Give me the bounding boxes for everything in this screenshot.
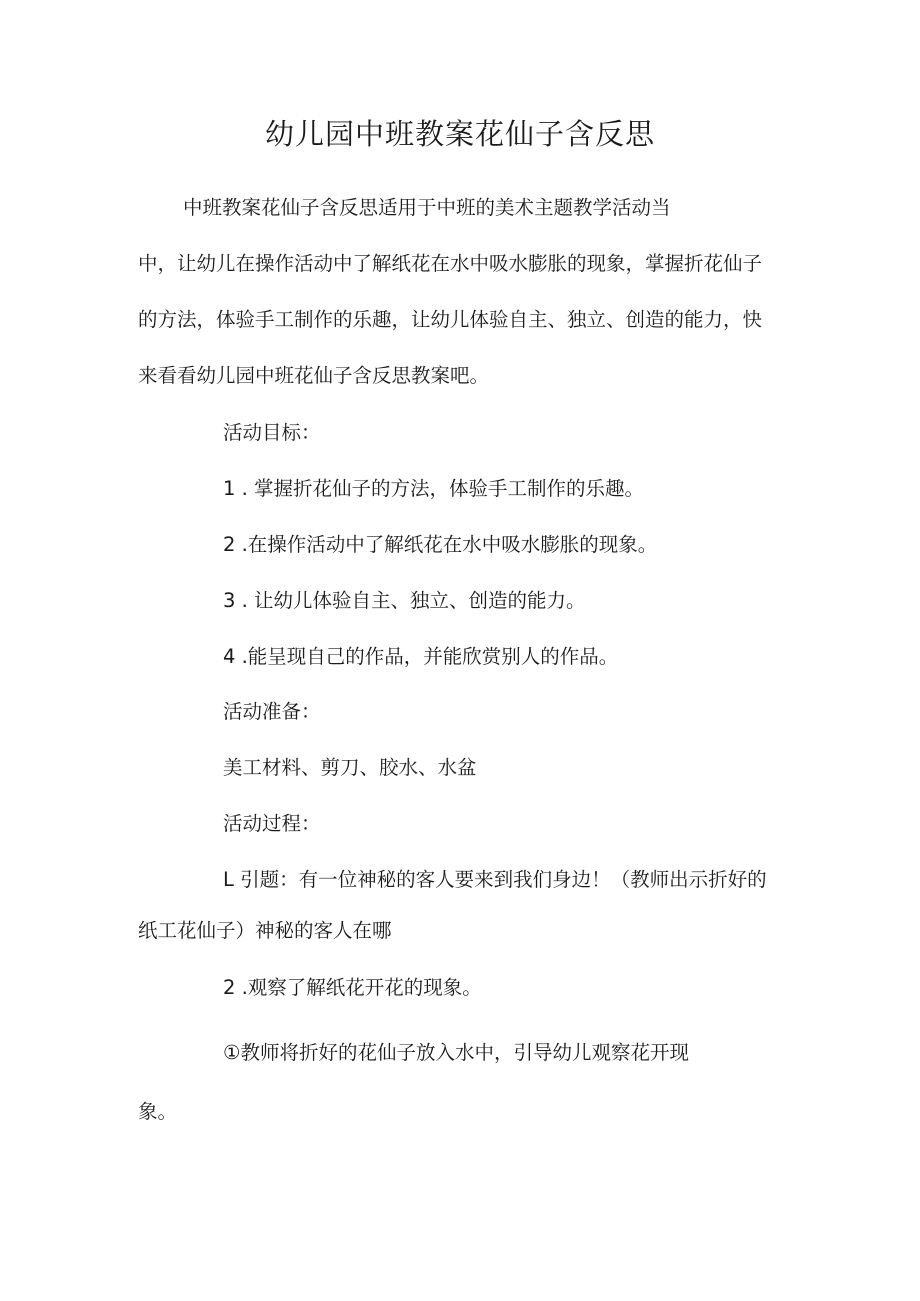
intro-line-1: 中班教案花仙子含反思适用于中班的美术主题教学活动当 bbox=[183, 196, 671, 219]
step1-line-2: 纸工花仙子）神秘的客人在哪 bbox=[138, 919, 392, 942]
goal-item-2: 2 .在操作活动中了解纸花在水中吸水膨胀的现象。 bbox=[223, 533, 658, 556]
step1-line-1: L 引题：有一位神秘的客人要来到我们身边！（教师出示折好的 bbox=[223, 868, 767, 891]
step2-detail-line-1: ①教师将折好的花仙子放入水中，引导幼儿观察花开现 bbox=[223, 1041, 689, 1064]
intro-line-3: 的方法，体验手工制作的乐趣，让幼儿体验自主、独立、创造的能力，快 bbox=[138, 308, 763, 331]
intro-line-4: 来看看幼儿园中班花仙子含反思教案吧。 bbox=[138, 364, 490, 387]
prep-text: 美工材料、剪刀、胶水、水盆 bbox=[223, 756, 477, 779]
document-title: 幼儿园中班教案花仙子含反思 bbox=[264, 117, 655, 151]
goal-item-4: 4 .能呈现自己的作品，并能欣赏别人的作品。 bbox=[223, 645, 619, 668]
goal-item-1: 1 . 掌握折花仙子的方法，体验手工制作的乐趣。 bbox=[223, 477, 645, 500]
prep-heading: 活动准备： bbox=[223, 700, 321, 723]
goals-heading: 活动目标： bbox=[223, 421, 321, 444]
intro-line-2: 中，让幼儿在操作活动中了解纸花在水中吸水膨胀的现象，掌握折花仙子 bbox=[138, 252, 763, 275]
goal-item-3: 3 . 让幼儿体验自主、独立、创造的能力。 bbox=[223, 589, 586, 612]
step2-detail-line-2: 象。 bbox=[138, 1100, 178, 1123]
process-heading: 活动过程： bbox=[223, 812, 321, 835]
step2: 2 .观察了解纸花开花的现象。 bbox=[223, 976, 482, 999]
